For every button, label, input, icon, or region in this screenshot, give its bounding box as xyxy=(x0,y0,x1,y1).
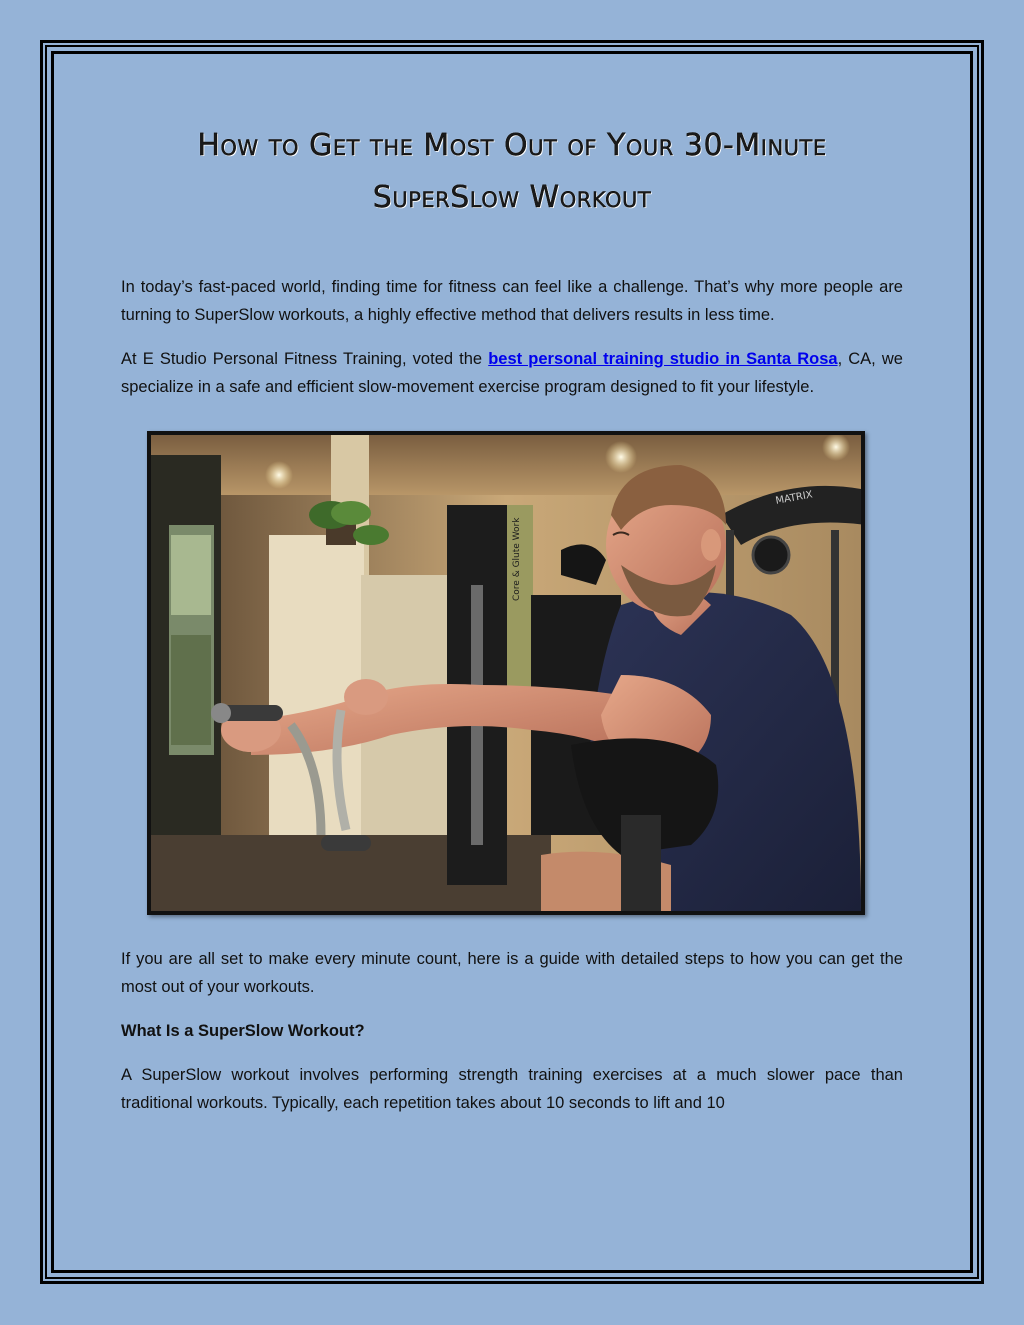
studio-text-before: At E Studio Personal Fitness Training, voted the xyxy=(121,350,489,368)
title-line-2: SuperSlow Workout xyxy=(372,180,652,215)
article xyxy=(121,120,903,1117)
studio-text-after: , CA, we specialize in a safe and efficient slow-movement exercise program designed to fit your lifestyle. xyxy=(121,350,903,396)
workout-photo-illustration xyxy=(151,435,861,911)
article-title xyxy=(121,120,903,224)
superslow-definition-paragraph: A SuperSlow workout involves performing strength training exercises at a much slower pace than traditional workouts. Typically, each repetition takes about 10 seconds to lift and 10 xyxy=(121,1066,903,1112)
intro-paragraph: In today’s fast-paced world, finding time for fitness can feel like a challenge. That’s why more people are turning to SuperSlow workouts, a highly effective method that delivers results in less time. xyxy=(121,278,903,324)
guide-intro-paragraph: If you are all set to make every minute count, here is a guide with detailed steps to how you can get the most out of your workouts. xyxy=(121,950,903,996)
santa-rosa-studio-link[interactable]: best personal training studio in Santa Rosa xyxy=(488,350,838,368)
studio-paragraph xyxy=(121,345,903,401)
section-heading: What Is a SuperSlow Workout? xyxy=(121,1022,365,1040)
workout-photo xyxy=(147,431,865,915)
machine-brand: MATRIX xyxy=(774,489,814,507)
title-line-1: How to Get the Most Out of Your 30-Minute xyxy=(197,128,827,163)
stack-label: Core & Glute Work xyxy=(512,517,522,601)
